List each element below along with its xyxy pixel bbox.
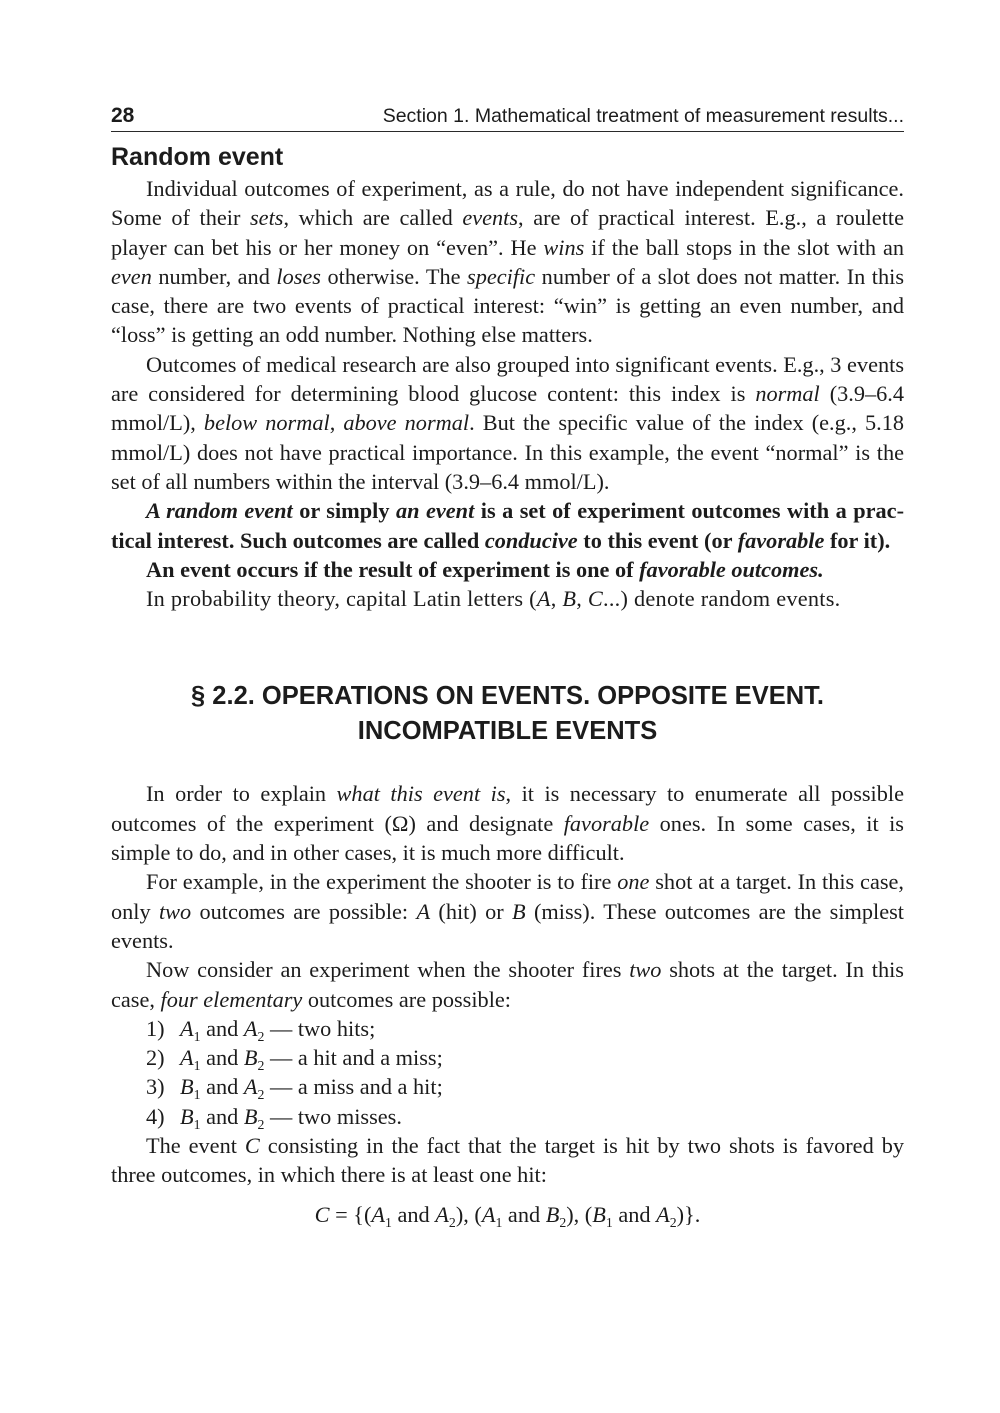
outcome-list [111, 1014, 904, 1131]
paragraph: Individual outcomes of experiment, as a rule, do not have independent significance. Some of their sets, which are called events, are of practical interest. E.g., a roulette player can bet his or her money on “even”. He wins if the ball stops in the slot with an even number, and loses otherwise. The specific number of a slot does not matter. In this case, there are two events of practical interest: “win” is getting an even number, and “loss” is getting an odd number. Nothing else matters. [111, 176, 904, 348]
paragraph: The event C consisting in the fact that the target is hit by two shots is favored by three outcomes, in which there is at least one hit: [111, 1133, 904, 1188]
page-content [111, 140, 904, 1229]
paragraph: Now consider an experiment when the shooter fires two shots at the target. In this case, four elementary outcomes are possible: [111, 957, 904, 1012]
paragraph: In probability theory, capital Latin letters (A, B, C...) denote random events. [146, 586, 841, 612]
definition-paragraph: A random event or simply an event is a set of experiment outcomes with a practical interest. Such outcomes are called conducive to this event (or favorable for it). [111, 498, 904, 553]
list-item: 1) $A_1$ and $A_2$ — two hits; [146, 1015, 376, 1044]
paragraph: In order to explain what this event is, it is necessary to enumerate all possible outcomes of the experiment (Ω) and designate favorable ones. In some cases, it is simple to do, and in other cases, it is much more difficult. [111, 781, 904, 866]
paragraph: Outcomes of medical research are also grouped into significant events. E.g., 3 events are considered for determining blood glucose content: this index is normal (3.9–6.4 mmol/L), below normal, above normal. But the specific value of the index (e.g., 5.18 mmol/L) does not have practical importance. In this example, the event “normal” is the set of all numbers within the interval (3.9–6.4 mmol/L). [111, 351, 905, 494]
formula: $C = \{(A_1$ and $A_2$), ($A_1$ and $B_2$), ($B_1$ and $A_2$)}. [314, 1201, 701, 1230]
page-number: 28 [111, 104, 135, 127]
section-title-line: § 2.2. OPERATIONS ON EVENTS. OPPOSITE EVENT. [191, 682, 824, 711]
list-item: 3) $B_1$ and $A_2$ — a miss and a hit; [146, 1074, 443, 1103]
subheading-random-event: Random event [111, 143, 284, 171]
definition-paragraph: An event occurs if the result of experiment is one of favorable outcomes. [146, 556, 824, 582]
section-title-line: INCOMPATIBLE EVENTS [357, 717, 658, 746]
list-item: 2) $A_1$ and $B_2$ — a hit and a miss; [146, 1045, 443, 1073]
running-head: Section 1. Mathematical treatment of measurement results... [382, 105, 904, 127]
paragraph: For example, in the experiment the shooter is to fire one shot at a target. In this case, only two outcomes are possible: A (hit) or B (miss). These outcomes are the simplest events. [111, 869, 905, 953]
section-title [111, 679, 904, 749]
list-item: 4) $B_1$ and $B_2$ — two misses. [146, 1103, 402, 1132]
page-header [111, 104, 904, 132]
